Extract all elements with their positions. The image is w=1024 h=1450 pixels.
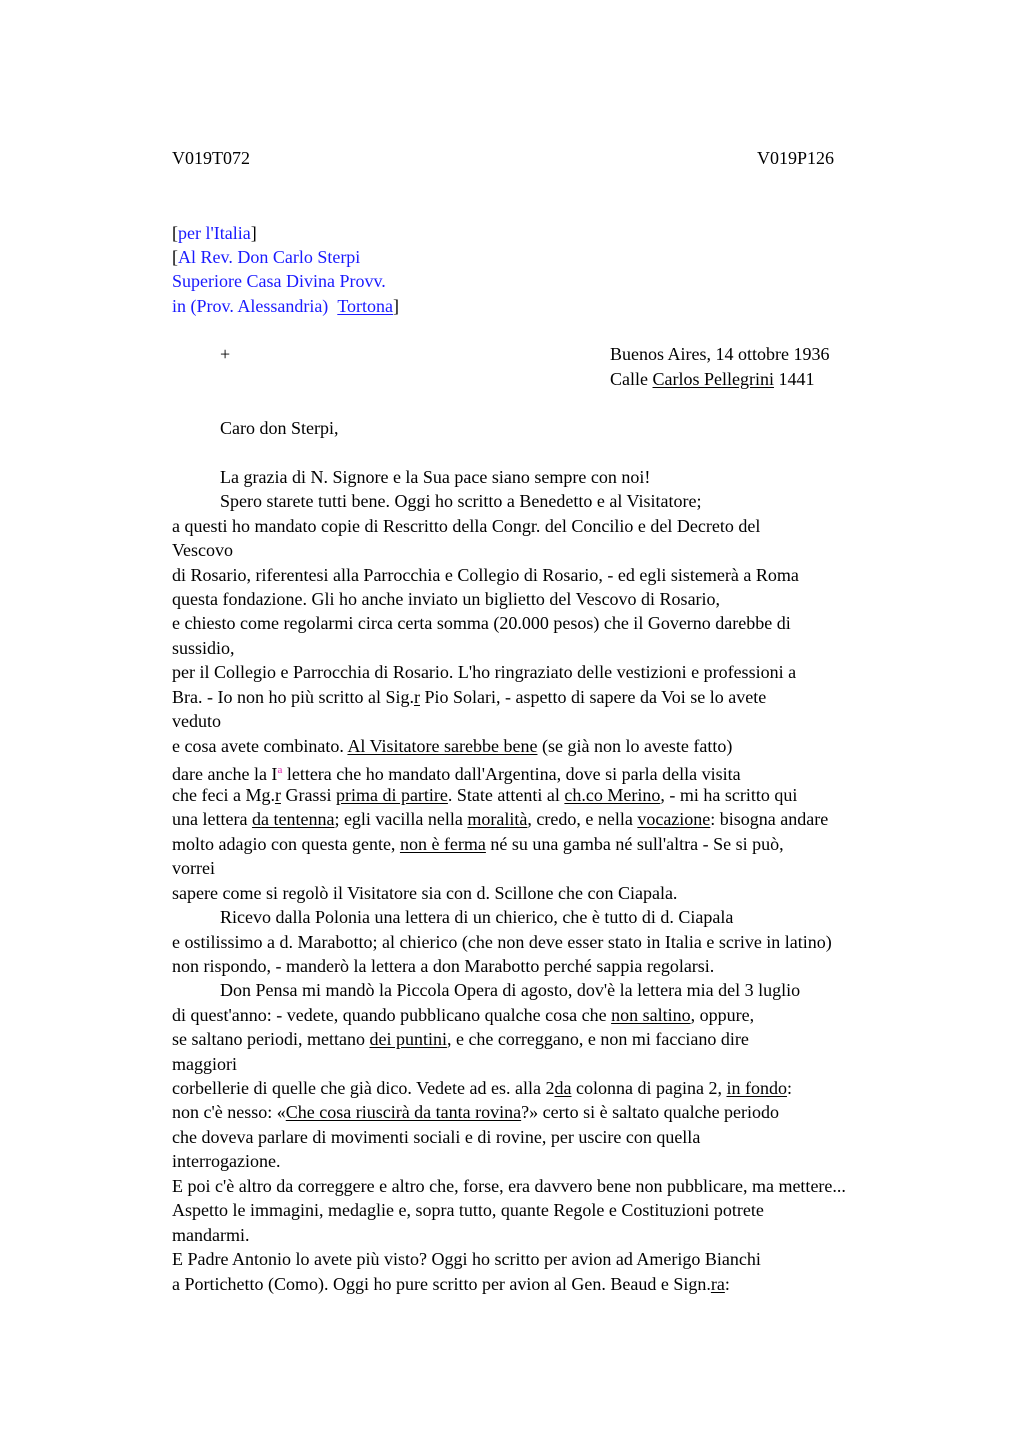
letter-line: E Padre Antonio lo avete più visto? Oggi ho scritto per avion ad Amerigo Bianchi [172, 1249, 761, 1269]
letter-line: Don Pensa mi mandò la Piccola Opera di agosto, dov'è la lettera mia del 3 luglio [220, 980, 801, 1000]
letter-line: maggiori [172, 1054, 237, 1074]
address-line-4: in (Prov. Alessandria) Tortona] [172, 296, 400, 316]
place-date: Buenos Aires, 14 ottobre 1936 [610, 344, 830, 364]
cross-mark: + [220, 344, 231, 364]
letter-line: E poi c'è altro da correggere e altro che, forse, era davvero bene non pubblicare, ma mettere... [172, 1176, 846, 1196]
letter-line: una lettera da tentenna; egli vacilla nella moralità, credo, e nella vocazione: bisogna andare [172, 809, 829, 829]
letter-line: sapere come si regolò il Visitatore sia con d. Scillone che con Ciapala. [172, 883, 678, 903]
address-province: in (Prov. Alessandria) [172, 296, 329, 316]
letter-line: e chiesto come regolarmi circa certa somma (20.000 pesos) che il Governo darebbe di [172, 613, 791, 633]
address-destination: per l'Italia [178, 223, 251, 243]
letter-line: Spero starete tutti bene. Oggi ho scritto a Benedetto e al Visitatore; [220, 491, 702, 511]
letter-line: se saltano periodi, mettano dei puntini, e che correggano, e non mi facciano dire [172, 1029, 749, 1049]
address-line-1: [per l'Italia] [172, 223, 257, 243]
header-right-code: V019P126 [757, 148, 835, 168]
letter-line: questa fondazione. Gli ho anche inviato un biglietto del Vescovo di Rosario, [172, 589, 721, 609]
letter-line: corbellerie di quelle che già dico. Vedete ad es. alla 2da colonna di pagina 2, in fondo: [172, 1078, 792, 1098]
letter-line: Ricevo dalla Polonia una lettera di un chierico, che è tutto di d. Ciapala [220, 907, 734, 927]
address-line-2: [Al Rev. Don Carlo Sterpi [172, 247, 361, 267]
letter-line: a questi ho mandato copie di Rescritto della Congr. del Concilio e del Decreto del [172, 516, 761, 536]
letter-line: molto adagio con questa gente, non è ferma né su una gamba né sull'altra - Se si può, [172, 834, 784, 854]
letter-line: sussidio, [172, 638, 235, 658]
letter-line: La grazia di N. Signore e la Sua pace siano sempre con noi! [220, 467, 651, 487]
letter-line: che feci a Mg.r Grassi prima di partire. State attenti al ch.co Merino, - mi ha scritto qui [172, 785, 798, 805]
letter-line: mandarmi. [172, 1225, 250, 1245]
letter-line: e ostilissimo a d. Marabotto; al chierico (che non deve esser stato in Italia e scrive in latino) [172, 932, 832, 952]
letter-line: di quest'anno: - vedete, quando pubblicano qualche cosa che non saltino, oppure, [172, 1005, 755, 1025]
letter-line: di Rosario, riferentesi alla Parrocchia e Collegio di Rosario, - ed egli sistemerà a Roma [172, 565, 799, 585]
letter-line: a Portichetto (Como). Oggi ho pure scritto per avion al Gen. Beaud e Sign.ra: [172, 1274, 730, 1294]
letter-line: interrogazione. [172, 1151, 281, 1171]
address-city: Tortona [337, 296, 394, 316]
letter-line: Bra. - Io non ho più scritto al Sig.r Pio Solari, - aspetto di sapere da Voi se lo avete [172, 687, 767, 707]
letter-line: che doveva parlare di movimenti sociali e di rovine, per uscire con quella [172, 1127, 701, 1147]
address-line-3: Superiore Casa Divina Provv. [172, 271, 386, 291]
letter-line: non c'è nesso: «Che cosa riuscirà da tanta rovina?» certo si è saltato qualche periodo [172, 1102, 780, 1122]
letter-line: non rispondo, - manderò la lettera a don Marabotto perché sappia regolarsi. [172, 956, 715, 976]
letter-line: Vescovo [172, 540, 233, 560]
salutation: Caro don Sterpi, [220, 418, 339, 438]
letter-line: veduto [172, 711, 221, 731]
letter-line: per il Collegio e Parrocchia di Rosario. L'ho ringraziato delle vestizioni e professioni a [172, 662, 797, 682]
street-address: Calle Carlos Pellegrini 1441 [610, 369, 815, 389]
header-left-code: V019T072 [172, 148, 250, 168]
letter-line: e cosa avete combinato. Al Visitatore sarebbe bene (se già non lo aveste fatto) [172, 736, 733, 756]
letter-line: dare anche la $I^a$ lettera che ho mandato dall'Argentina, dove si parla della visita [172, 764, 741, 784]
letter-line: vorrei [172, 858, 215, 878]
letter-line: Aspetto le immagini, medaglie e, sopra tutto, quante Regole e Costituzioni potrete [172, 1200, 764, 1220]
address-recipient: Al Rev. Don Carlo Sterpi [178, 247, 361, 267]
street-name: Carlos Pellegrini [652, 369, 774, 389]
